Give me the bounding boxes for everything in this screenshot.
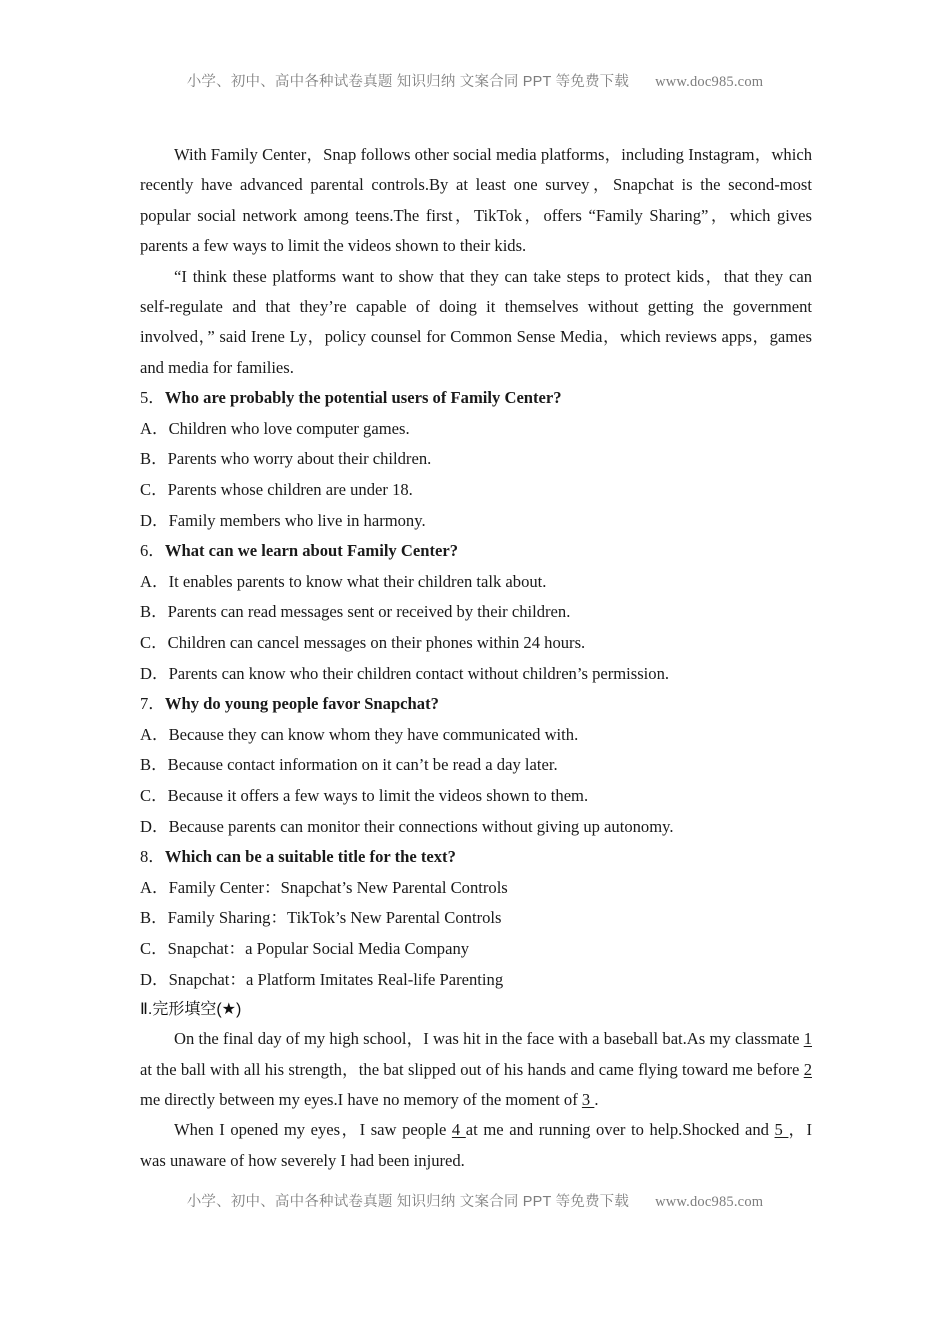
question-5-stem: [140, 383, 812, 414]
question-7-stem: [140, 689, 812, 720]
option-text: It enables parents to know what their children talk about.: [168, 571, 547, 591]
cloze-paragraph-1: [140, 1024, 812, 1115]
option-text: Family Center：Snapchat’s New Parental Controls: [168, 877, 508, 897]
cloze-text-part: me directly between my eyes.I have no memory of the moment of: [140, 1089, 582, 1109]
footer-watermark-url: www.doc985.com: [655, 1194, 764, 1210]
question-7-option-c[interactable]: [140, 781, 812, 812]
option-label: A．: [140, 724, 169, 744]
header-watermark-chinese-text: 小学、初中、高中各种试卷真题 知识归纳 文案合同 PPT 等免费下载: [186, 74, 630, 90]
question-8-stem: [140, 842, 812, 873]
question-7-option-a[interactable]: [140, 720, 812, 751]
question-8-number: 8．: [140, 847, 165, 867]
option-text: Because parents can monitor their connections without giving up autonomy.: [168, 816, 674, 836]
cloze-text-part: at me and running over to help.Shocked and: [465, 1120, 775, 1140]
header-watermark: [0, 70, 950, 91]
cloze-text-part: On the final day of my high school，I was hit in the face with a baseball bat.As my classmate: [174, 1029, 804, 1049]
passage-paragraph-2: “I think these platforms want to show that they can take steps to protect kids，that they can self-regulate and that they’re capable of doing it themselves without getting the government involved，” said Irene Ly，policy counsel for Common Sense Media，which reviews apps，games and media for families.: [140, 266, 812, 377]
option-label: C．: [140, 938, 168, 958]
option-label: B．: [140, 449, 168, 469]
question-7-stem-text: Why do young people favor Snapchat?: [164, 694, 439, 714]
cloze-blank-2[interactable]: 2: [803, 1059, 812, 1079]
option-text: Parents who worry about their children.: [167, 449, 432, 469]
cloze-blank-1[interactable]: 1: [803, 1029, 812, 1049]
question-8-option-b[interactable]: [140, 903, 812, 934]
cloze-blank-4[interactable]: 4: [451, 1120, 466, 1140]
option-text: Snapchat：a Platform Imitates Real-life Parenting: [168, 969, 504, 989]
question-6-option-b[interactable]: [140, 597, 812, 628]
option-label: D．: [140, 969, 169, 989]
option-label: B．: [140, 908, 168, 928]
passage-paragraph-1: With Family Center，Snap follows other social media platforms，including Instagram，which recently have advanced parental controls.By at least one survey，Snapchat is the second-most popular social network among teens.The first，TikTok，offers “Family Sharing”，which gives parents a few ways to limit the videos shown to their kids.: [140, 145, 812, 256]
cloze-blank-5[interactable]: 5: [774, 1120, 789, 1140]
option-text: Snapchat：a Popular Social Media Company: [167, 938, 470, 958]
cloze-text-part: When I opened my eyes，I saw people: [174, 1120, 452, 1140]
option-text: Children who love computer games.: [168, 418, 410, 438]
header-watermark-url: www.doc985.com: [655, 74, 764, 90]
option-text: Family members who live in harmony.: [168, 510, 426, 530]
footer-watermark: [0, 1190, 950, 1211]
question-8-option-c[interactable]: [140, 934, 812, 965]
option-label: A．: [140, 418, 169, 438]
option-label: A．: [140, 877, 169, 897]
cloze-text-part: .: [594, 1089, 599, 1109]
question-5-option-b[interactable]: [140, 444, 812, 475]
option-label: C．: [140, 480, 168, 500]
page-content: [140, 140, 812, 1176]
option-text: Because it offers a few ways to limit the videos shown to them.: [167, 785, 589, 805]
question-5-number: 5．: [140, 388, 165, 408]
option-label: D．: [140, 663, 169, 683]
option-text: Because contact information on it can’t be read a day later.: [167, 755, 558, 775]
question-8-option-d[interactable]: [140, 965, 812, 996]
cloze-section-heading: Ⅱ.完形填空(★): [140, 1001, 242, 1019]
cloze-text-part: at the ball with all his strength，the bat slipped out of his hands and came flying toward me before: [140, 1059, 804, 1079]
option-label: C．: [140, 785, 168, 805]
question-6-number: 6．: [140, 541, 165, 561]
option-text: Parents whose children are under 18.: [167, 480, 413, 500]
option-text: Children can cancel messages on their phones within 24 hours.: [167, 633, 586, 652]
option-label: C．: [140, 633, 168, 652]
option-text: Parents can read messages sent or received by their children.: [167, 602, 571, 622]
question-6-option-a[interactable]: [140, 567, 812, 598]
footer-watermark-chinese-text: 小学、初中、高中各种试卷真题 知识归纳 文案合同 PPT 等免费下载: [186, 1194, 630, 1210]
question-5-option-a[interactable]: [140, 414, 812, 445]
option-label: D．: [140, 816, 169, 836]
option-label: B．: [140, 755, 168, 775]
question-5-option-c[interactable]: [140, 475, 812, 506]
question-8-option-a[interactable]: [140, 873, 812, 904]
question-8-stem-text: Which can be a suitable title for the text?: [164, 847, 456, 867]
question-7-option-b[interactable]: [140, 750, 812, 781]
question-7-option-d[interactable]: [140, 812, 812, 843]
question-5-stem-text: Who are probably the potential users of Family Center?: [164, 388, 562, 408]
option-label: D．: [140, 510, 169, 530]
question-6-option-d[interactable]: [140, 659, 812, 690]
option-label: A．: [140, 571, 169, 591]
question-6-stem-text: What can we learn about Family Center?: [164, 541, 459, 561]
question-6-option-c[interactable]: [140, 628, 812, 659]
cloze-paragraph-2: [140, 1115, 812, 1176]
option-label: B．: [140, 602, 168, 622]
option-text: Family Sharing：TikTok’s New Parental Controls: [167, 908, 502, 928]
option-text: Parents can know who their children contact without children’s permission.: [168, 663, 670, 683]
question-5-option-d[interactable]: [140, 506, 812, 537]
question-6-stem: [140, 536, 812, 567]
cloze-blank-3[interactable]: 3: [581, 1089, 595, 1109]
question-7-number: 7．: [140, 694, 165, 714]
option-text: Because they can know whom they have communicated with.: [168, 724, 579, 744]
cloze-text-part: ，I was unaware of how severely I had been injured.: [140, 1120, 812, 1170]
